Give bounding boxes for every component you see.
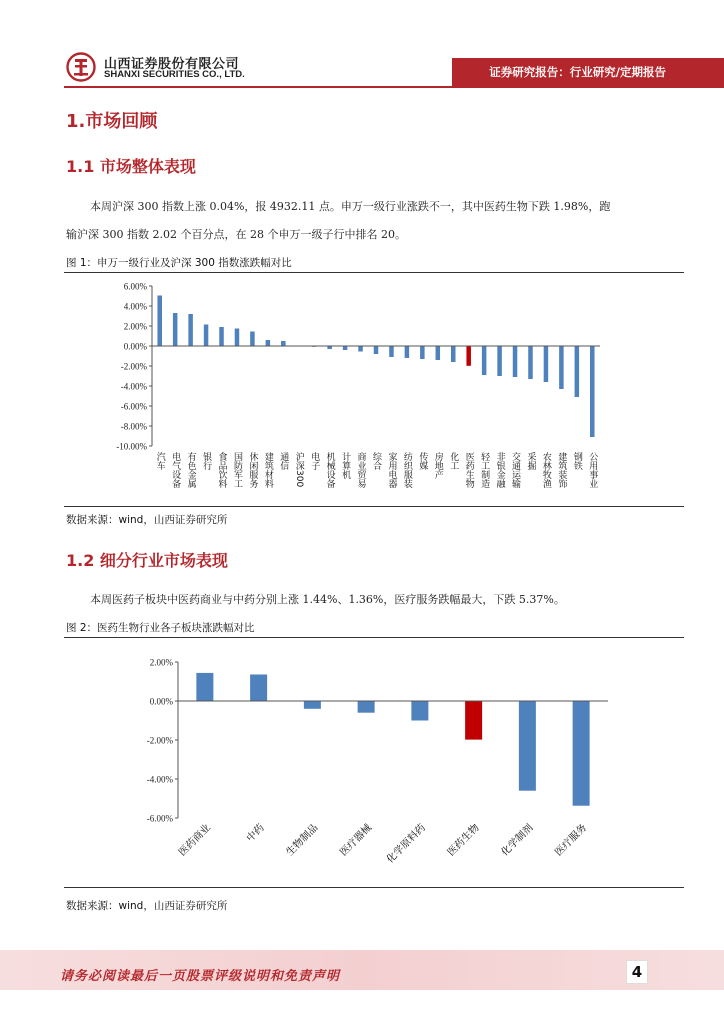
x-tick-label: 交通运输: [510, 452, 521, 488]
x-tick-label: 电气设备: [170, 452, 181, 488]
x-tick-label: 有色金属: [185, 452, 196, 488]
y-tick-label: -10.00%: [116, 441, 147, 452]
x-tick-label: 通信: [278, 452, 289, 470]
bar-国防军工: [235, 329, 240, 347]
x-tick-label: 医疗服务: [553, 822, 590, 859]
x-tick-label: 传媒: [417, 452, 428, 470]
bar-化工: [451, 346, 456, 362]
company-name-cn: 山西证券股份有限公司: [104, 57, 240, 72]
logo-icon: [66, 52, 96, 82]
x-tick-label: 化学原料药: [384, 822, 428, 866]
bar-交通运输: [513, 346, 518, 377]
x-tick-label: 建筑材料: [262, 452, 273, 488]
bar-中药: [250, 674, 267, 701]
bar-非银金融: [497, 346, 502, 376]
y-tick-label: -4.00%: [146, 774, 173, 785]
x-tick-label: 食品饮料: [216, 452, 227, 488]
x-tick-label: 农林牧渔: [540, 452, 551, 488]
bar-医疗器械: [358, 701, 375, 713]
x-tick-label: 银行: [201, 452, 212, 470]
figure-1-title: 图 1：申万一级行业及沪深 300 指数涨跌幅对比: [66, 257, 292, 269]
figure-2-source: 数据来源：wind，山西证券研究所: [66, 900, 228, 912]
x-tick-label: 化工: [448, 452, 459, 470]
x-tick-label: 医疗器械: [338, 822, 375, 859]
x-tick-label: 中药: [244, 822, 267, 845]
x-tick-label: 休闲服务: [247, 452, 258, 488]
y-tick-label: 4.00%: [123, 301, 147, 312]
bar-医疗服务: [573, 701, 590, 806]
x-tick-label: 国防军工: [231, 452, 242, 488]
company-logo: [66, 52, 266, 86]
bar-生物制品: [304, 701, 321, 709]
bar-房地产: [436, 346, 441, 360]
bar-纺织服装: [405, 346, 410, 358]
company-name-en: SHANXI SECURITIES CO., LTD.: [104, 69, 245, 80]
y-tick-label: -6.00%: [120, 401, 147, 412]
x-tick-label: 电子: [309, 452, 320, 470]
bar-医药商业: [196, 673, 213, 701]
y-tick-label: -2.00%: [120, 361, 147, 372]
footer-disclaimer: 请务必阅读最后一页股票评级说明和免责声明: [60, 969, 341, 984]
bar-建筑材料: [266, 340, 271, 346]
x-tick-label: 汽车: [154, 452, 165, 470]
x-tick-label: 商业贸易: [355, 452, 366, 488]
bar-汽车: [157, 296, 162, 347]
y-tick-label: 0.00%: [123, 341, 147, 352]
x-tick-label: 公用事业: [587, 452, 598, 488]
bar-医药生物: [465, 701, 482, 740]
y-tick-label: 6.00%: [123, 281, 147, 292]
section-title-market-review: 1.市场回顾: [66, 111, 158, 132]
y-tick-label: 2.00%: [149, 657, 173, 668]
x-tick-label: 化学制剂: [499, 822, 536, 859]
bar-家用电器: [389, 346, 394, 357]
bar-建筑装饰: [559, 346, 564, 389]
bar-食品饮料: [219, 327, 224, 346]
bar-轻工制造: [482, 346, 487, 375]
x-tick-label: 生物制品: [284, 822, 321, 859]
bar-钢铁: [575, 346, 580, 397]
x-tick-label: 轻工制造: [479, 452, 490, 488]
chart-industry-returns: [100, 278, 620, 500]
x-tick-label: 机械设备: [324, 452, 335, 488]
paragraph-line-2: 输沪深 300 指数 2.02 个百分点，在 28 个申万一级子行中排名 20。: [66, 228, 406, 241]
report-type-banner: [452, 58, 724, 86]
bar-农林牧渔: [544, 346, 549, 382]
bar-采掘: [528, 346, 533, 379]
bar-通信: [281, 341, 286, 346]
x-tick-label: 家用电器: [386, 452, 397, 488]
y-tick-label: -6.00%: [146, 813, 173, 824]
x-tick-label: 计算机: [340, 452, 351, 479]
bar-有色金属: [188, 314, 193, 346]
bar-医药生物: [466, 346, 471, 366]
x-tick-label: 非银金融: [494, 452, 505, 488]
x-tick-label: 采掘: [525, 452, 536, 470]
bar-传媒: [420, 346, 425, 359]
bar-公用事业: [590, 346, 595, 437]
x-tick-label: 沪深300: [293, 452, 304, 488]
x-tick-label: 医药生物: [445, 822, 482, 859]
section-title-overall-performance: 1.1 市场整体表现: [66, 157, 196, 176]
bar-电气设备: [173, 313, 178, 346]
x-tick-label: 钢铁: [571, 452, 582, 470]
figure-2-title: 图 2：医药生物行业各子板块涨跌幅对比: [66, 622, 255, 634]
x-tick-label: 医药商业: [176, 822, 213, 859]
x-tick-label: 建筑装饰: [556, 452, 567, 488]
bar-综合: [374, 346, 379, 354]
x-tick-label: 综合: [371, 452, 381, 470]
chart-subsector-returns: [120, 648, 620, 880]
x-tick-label: 医药生物: [463, 452, 474, 488]
header-divider: [64, 86, 724, 88]
bar-化学制剂: [519, 701, 536, 791]
y-tick-label: -2.00%: [146, 735, 173, 746]
figure-1-bottom-rule: [64, 506, 684, 507]
figure-1-top-rule: [64, 272, 684, 273]
paragraph-line-1: 本周沪深 300 指数上涨 0.04%，报 4932.11 点。申万一级行业涨跌不一，其中医药生物下跌 1.98%，跑: [90, 200, 611, 213]
x-tick-label: 纺织服装: [401, 452, 412, 488]
figure-1-source: 数据来源：wind，山西证券研究所: [66, 514, 228, 526]
bar-休闲服务: [250, 332, 255, 347]
page-number: 4: [626, 960, 648, 984]
y-tick-label: -8.00%: [120, 421, 147, 432]
y-tick-label: 2.00%: [123, 321, 147, 332]
figure-2-top-rule: [64, 637, 684, 638]
section-title-subsector-performance: 1.2 细分行业市场表现: [66, 551, 228, 570]
report-type-label: 证券研究报告：行业研究/定期报告: [489, 65, 666, 79]
y-tick-label: 0.00%: [149, 696, 173, 707]
figure-2-bottom-rule: [64, 887, 684, 888]
y-tick-label: -4.00%: [120, 381, 147, 392]
x-tick-label: 房地产: [432, 452, 443, 479]
bar-商业贸易: [358, 346, 363, 352]
bar-银行: [204, 325, 209, 347]
bar-化学原料药: [411, 701, 428, 721]
paragraph-subsector: 本周医药子板块中医药商业与中药分别上涨 1.44%、1.36%，医疗服务跌幅最大，下跌 5.37%。: [90, 593, 565, 606]
bar-计算机: [343, 346, 348, 350]
